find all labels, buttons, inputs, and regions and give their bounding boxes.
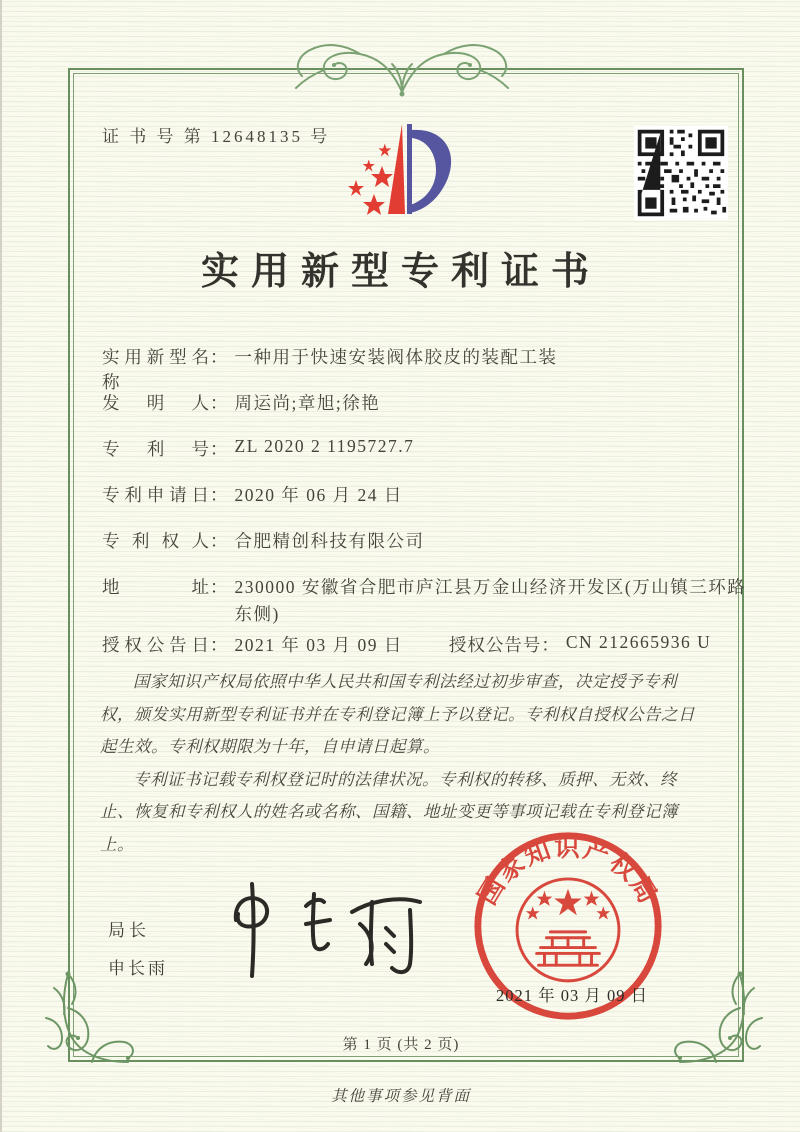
field-label: 地址 xyxy=(102,577,210,597)
field-row-filing-date xyxy=(102,482,403,507)
seal-date: 2021 年 03 月 09 日 xyxy=(496,986,649,1005)
field-label: 发明人 xyxy=(102,393,210,413)
back-side-note: 其他事项参见背面 xyxy=(330,1088,471,1105)
field-pair-grant-number xyxy=(449,632,711,657)
commissioner-title: 局长 xyxy=(108,921,150,940)
field-value: ZL 2020 2 1195727.7 xyxy=(234,436,415,456)
field-value: 一种用于快速安装阀体胶皮的装配工装 xyxy=(234,347,558,367)
field-row-grant-info xyxy=(102,632,711,657)
field-label: 实用新型名称 xyxy=(102,347,210,392)
field-label: 授权公告日 xyxy=(102,635,210,655)
commissioner-signature-icon xyxy=(214,872,444,987)
field-colon: ： xyxy=(210,531,229,551)
field-label: 授权公告号 xyxy=(448,635,542,655)
field-colon: ： xyxy=(210,347,229,367)
field-row-patent-number xyxy=(102,436,414,461)
field-label: 专利权人 xyxy=(102,531,210,551)
field-row-utility-model-name xyxy=(102,344,558,394)
field-colon: ： xyxy=(210,577,229,597)
field-colon: ： xyxy=(210,485,229,505)
field-value: 周运尚;章旭;徐艳 xyxy=(234,393,381,413)
certificate-number: 证 书 号 第 12648135 号 xyxy=(102,127,331,146)
page-number: 第 1 页 (共 2 页) xyxy=(342,1037,460,1053)
field-row-inventors xyxy=(102,390,380,415)
field-colon: ： xyxy=(210,439,229,459)
field-row-patentee xyxy=(102,528,425,553)
field-value: CN 212665936 U xyxy=(565,632,712,652)
field-colon: ： xyxy=(210,635,229,655)
field-colon: ： xyxy=(210,393,229,413)
commissioner-name: 申长雨 xyxy=(108,959,168,978)
cnipa-logo-icon xyxy=(332,110,482,238)
grant-paragraph: 国家知识产权局依照中华人民共和国专利法经过初步审查，决定授予专利权，颁发实用新型专利证书并在专利登记簿上予以登记。专利权自授权公告之日起生效。专利权期限为十年，自申请日起算。 xyxy=(100,672,695,756)
seal-text: 国家知识产权局 xyxy=(472,833,664,910)
field-label: 专利申请日 xyxy=(102,485,210,505)
field-label: 专利号 xyxy=(102,439,210,459)
certificate-title: 实用新型专利证书 xyxy=(200,251,601,293)
field-value: 230000 安徽省合肥市庐江县万金山经济开发区(万山镇三环路东侧) xyxy=(234,577,747,624)
field-value: 合肥精创科技有限公司 xyxy=(234,531,425,551)
qr-code xyxy=(634,126,728,220)
field-value: 2020 年 06 月 24 日 xyxy=(234,485,403,505)
field-value: 2021 年 03 月 09 日 xyxy=(234,635,403,655)
field-colon: ： xyxy=(541,635,560,655)
field-row-address xyxy=(102,574,757,628)
register-paragraph: 专利证书记载专利权登记时的法律状况。专利权的转移、质押、无效、终止、恢复和专利权人的姓名或名称、国籍、地址变更等事项记载在专利登记簿上。 xyxy=(100,769,678,854)
